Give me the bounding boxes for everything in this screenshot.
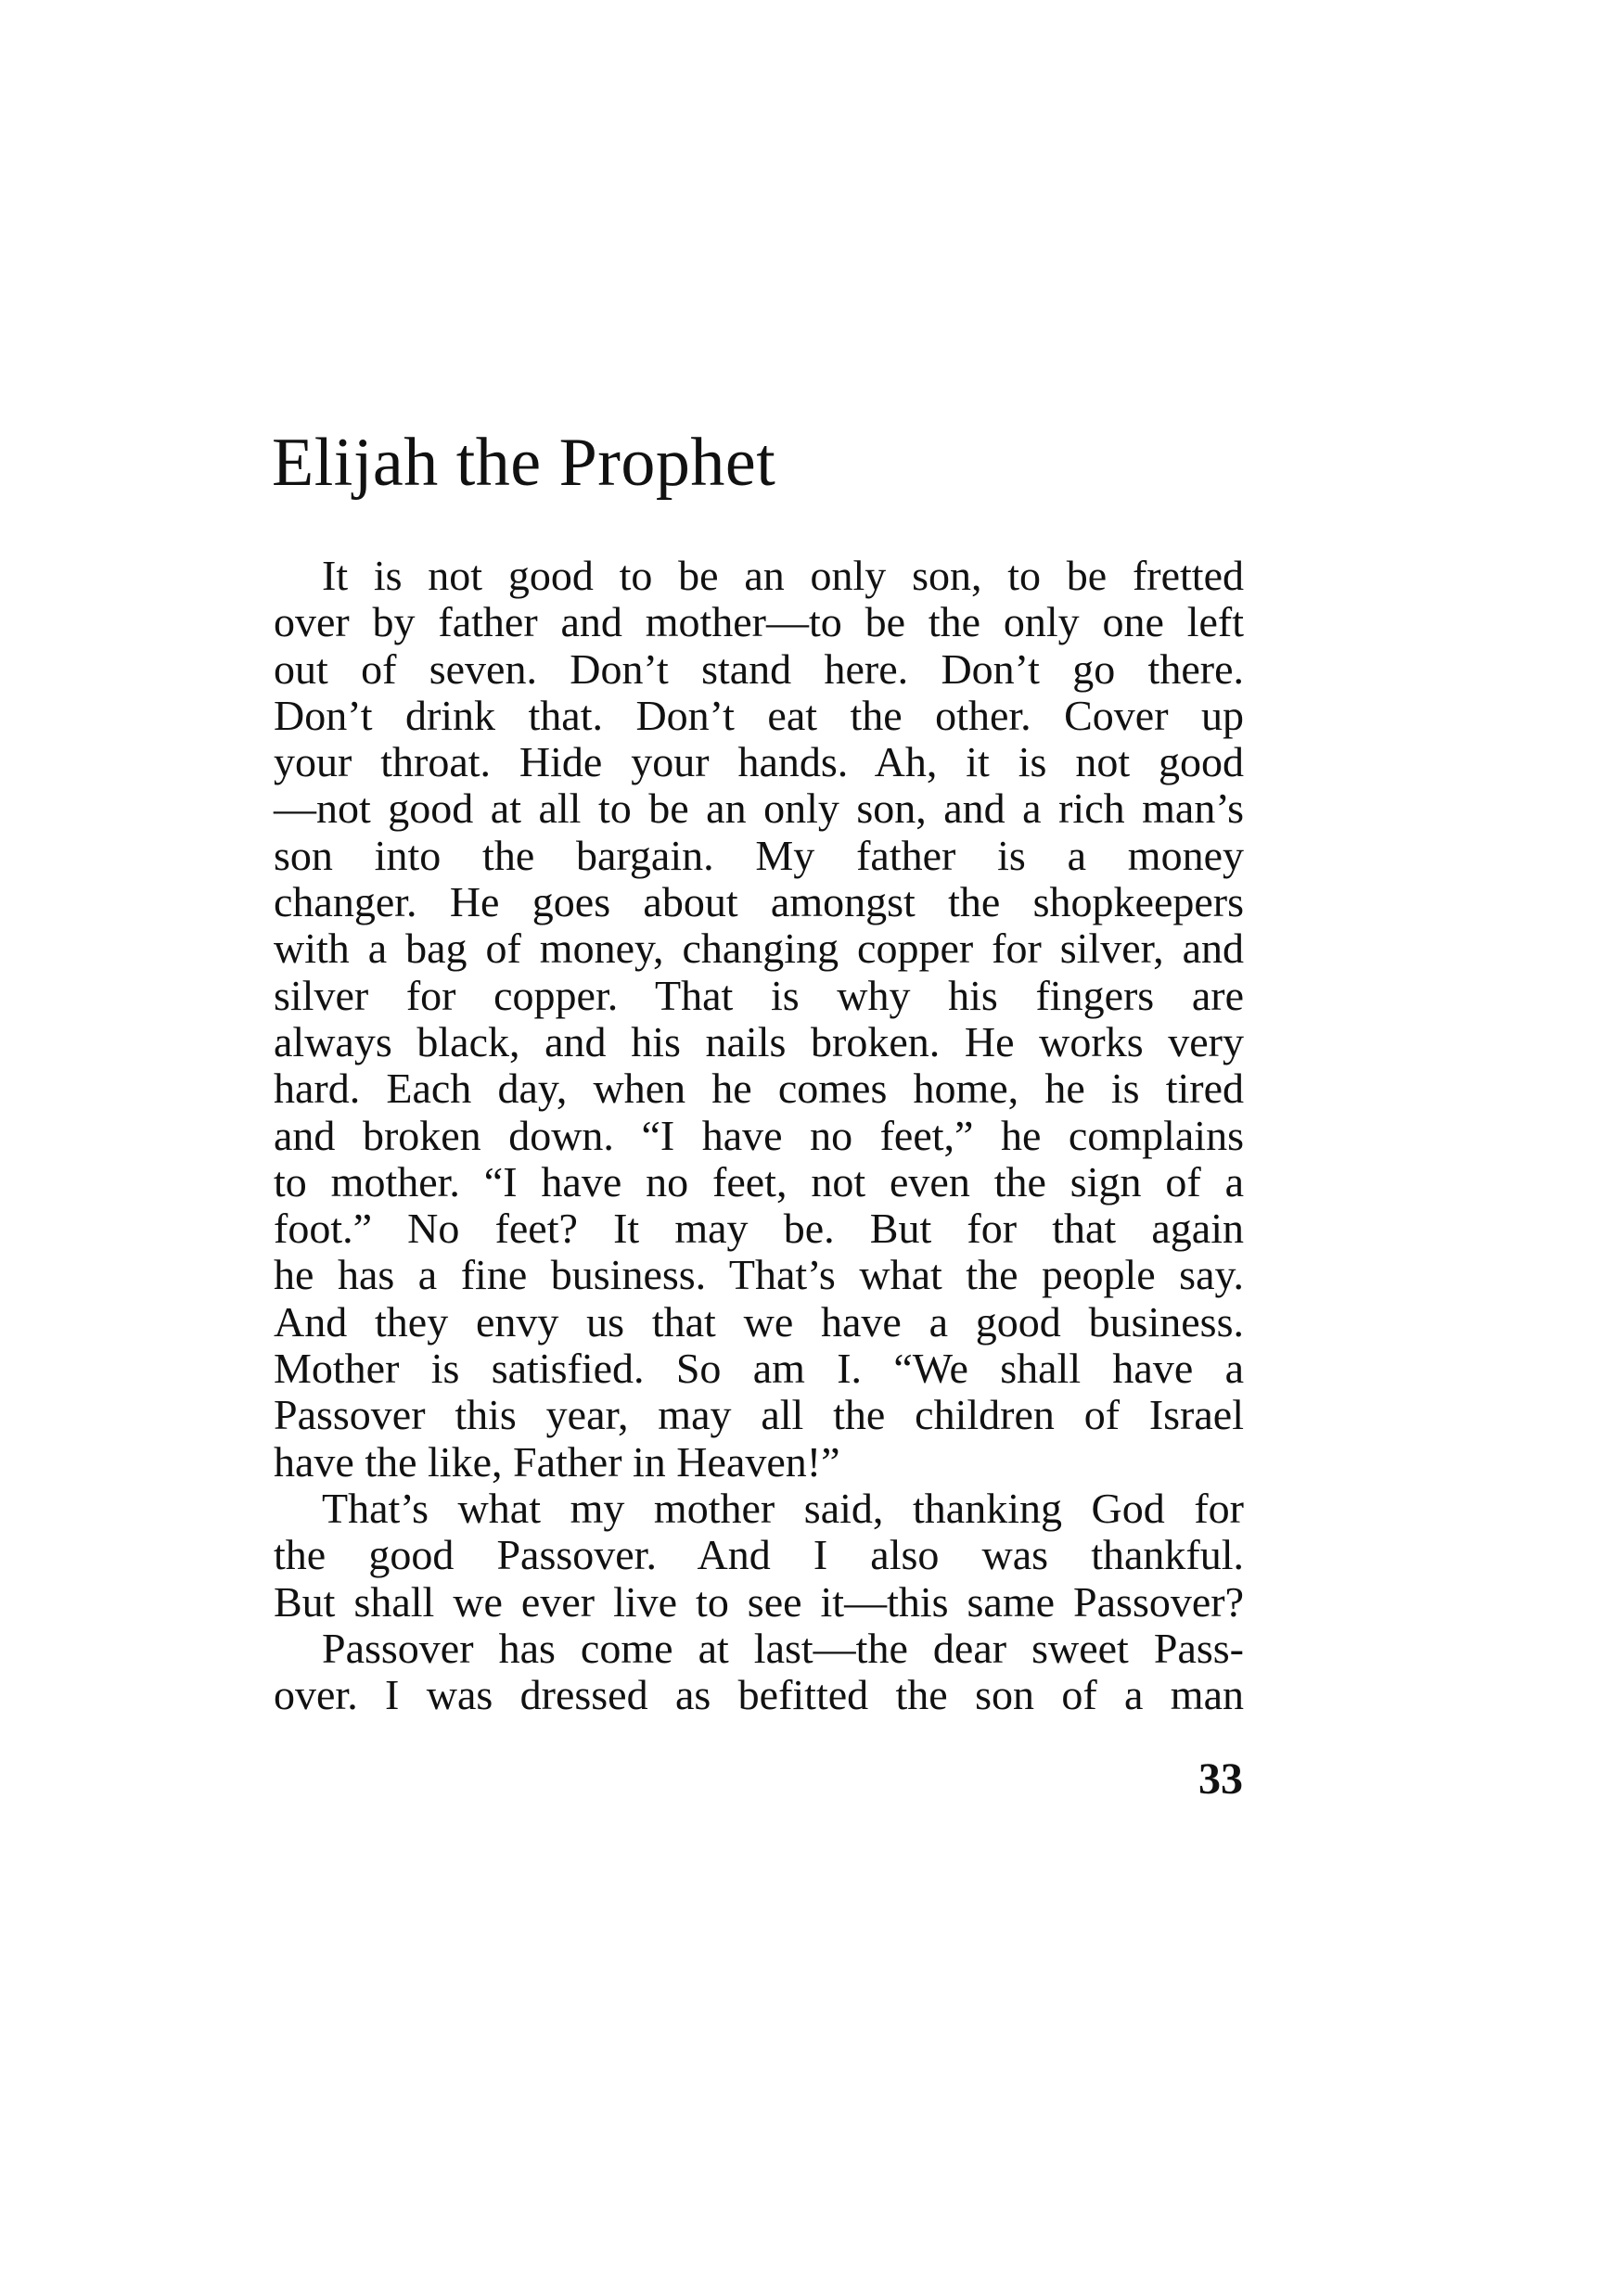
- text-line: But shall we ever live to see it—this same Passover?: [274, 1577, 1244, 1626]
- text-line: always black, and his nails broken. He works very: [274, 1017, 1244, 1065]
- text-line: It is not good to be an only son, to be fretted: [322, 552, 1244, 599]
- text-line: And they envy us that we have a good business.: [274, 1297, 1244, 1346]
- text-line: —not good at all to be an only son, and a rich man’s: [274, 784, 1244, 833]
- text-line: and broken down. “I have no feet,” he complains: [274, 1111, 1244, 1159]
- text-line: Mother is satisfied. So am I. “We shall have a: [274, 1345, 1244, 1393]
- text-line: the good Passover. And I also was thankful.: [274, 1531, 1244, 1579]
- text-line: Don’t drink that. Don’t eat the other. Cover up: [274, 691, 1244, 739]
- text-line: with a bag of money, changing copper for silver, and: [274, 925, 1244, 973]
- text-line: to mother. “I have no feet, not even the sign of a: [274, 1157, 1244, 1205]
- text-line: foot.” No feet? It may be. But for that again: [274, 1205, 1244, 1253]
- chapter-title: Elijah the Prophet: [272, 425, 776, 501]
- body-text: [274, 553, 1244, 1718]
- text-line: Passover this year, may all the children of Israel: [274, 1391, 1244, 1439]
- page-number: 33: [1198, 1754, 1243, 1804]
- text-line: hard. Each day, when he comes home, he is tired: [274, 1065, 1244, 1113]
- text-line: changer. He goes about amongst the shopkeepers: [274, 878, 1244, 926]
- text-line: silver for copper. That is why his fingers are: [274, 971, 1244, 1019]
- text-line: Passover has come at last—the dear sweet Pass-: [322, 1624, 1244, 1672]
- text-line: out of seven. Don’t stand here. Don’t go there.: [274, 644, 1244, 693]
- text-line: he has a fine business. That’s what the people say.: [274, 1251, 1244, 1299]
- text-line: have the like, Father in Heaven!”: [274, 1437, 840, 1486]
- text-line: That’s what my mother said, thanking God for: [322, 1484, 1244, 1532]
- text-line: over by father and mother—to be the only one left: [274, 598, 1244, 646]
- text-line: son into the bargain. My father is a money: [274, 831, 1244, 879]
- text-line: your throat. Hide your hands. Ah, it is not good: [274, 738, 1244, 786]
- text-line: over. I was dressed as befitted the son of a man: [274, 1671, 1244, 1719]
